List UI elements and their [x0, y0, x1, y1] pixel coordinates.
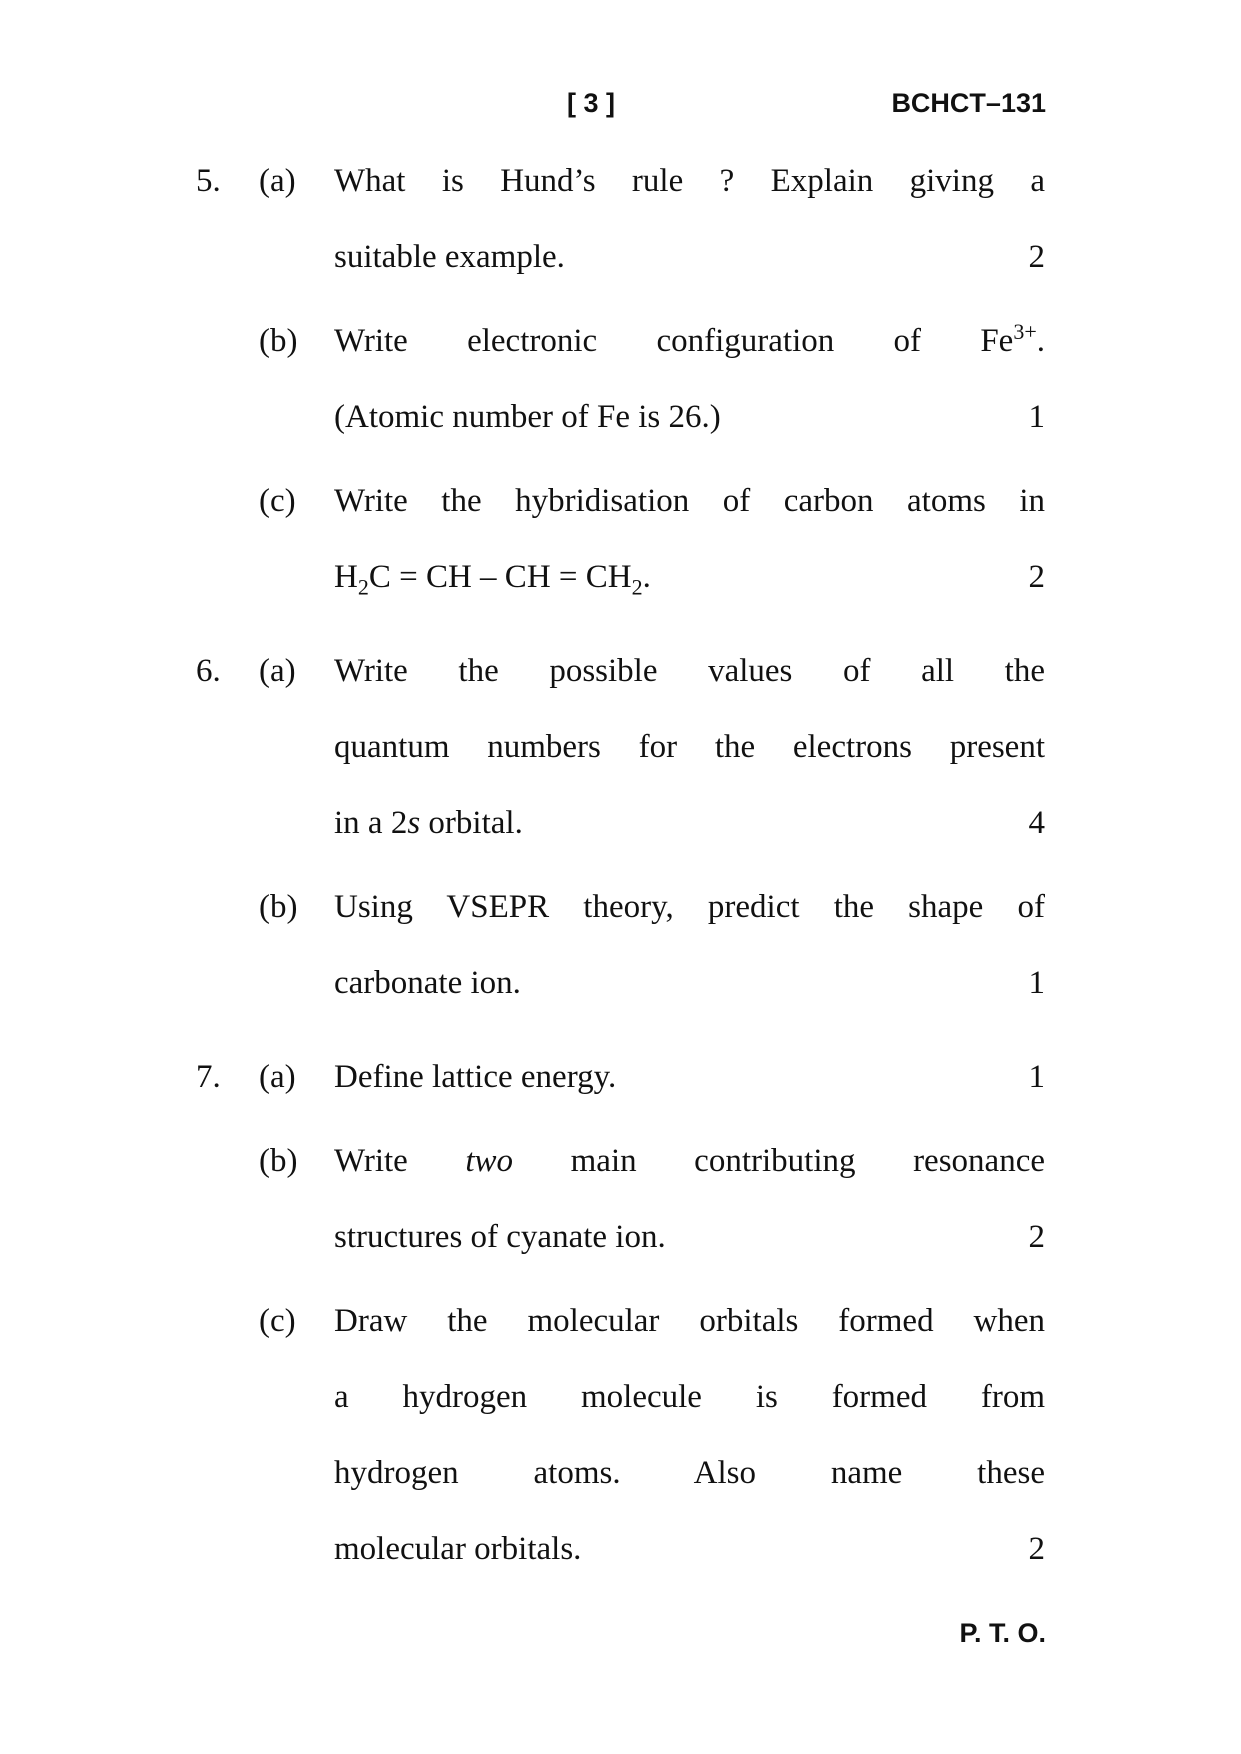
q5b-line-1: Write electronic configuration of $Fe^{3+}$. [334, 319, 1045, 359]
q5a-line-2: suitable example. [334, 239, 565, 275]
q7b-marks: 2 [1028, 1219, 1045, 1255]
q7b-label: (b) [259, 1143, 298, 1179]
q6b-label: (b) [259, 889, 298, 925]
q7c-line-3: hydrogen atoms. Also name these [334, 1455, 1045, 1491]
question-6-number: 6. [196, 653, 221, 689]
q6a-line-3: in a 2s orbital. [334, 805, 523, 841]
q6a-line-2: quantum numbers for the electrons present [334, 729, 1045, 765]
q5b-label: (b) [259, 323, 298, 359]
q7b-line-1: Write two main contributing resonance [334, 1143, 1045, 1179]
question-5-number: 5. [196, 163, 221, 199]
q5b-superscript: 3+ [1013, 319, 1037, 344]
q5b-line-2: (Atomic number of Fe is 26.) [334, 399, 721, 435]
page-number: [ 3 ] [567, 88, 616, 118]
q5c-formula: $H_2C$ = CH – CH = $CH_2$. [334, 559, 651, 600]
q6b-line-2: carbonate ion. [334, 965, 521, 1001]
q6a-marks: 4 [1028, 805, 1045, 841]
q6b-line-1: Using VSEPR theory, predict the shape of [334, 889, 1045, 925]
q6b-marks: 1 [1028, 965, 1045, 1001]
q7c-label: (c) [259, 1303, 296, 1339]
q5c-label: (c) [259, 483, 296, 519]
q7c-line-4: molecular orbitals. [334, 1531, 582, 1567]
q7b-line-2: structures of cyanate ion. [334, 1219, 666, 1255]
q7c-line-1: Draw the molecular orbitals formed when [334, 1303, 1045, 1339]
q7a-line-1: Define lattice energy. [334, 1059, 617, 1095]
q5c-marks: 2 [1028, 559, 1045, 595]
q5a-marks: 2 [1028, 239, 1045, 275]
q5a-line-1: What is Hund’s rule ? Explain giving a [334, 163, 1045, 199]
question-7-number: 7. [196, 1059, 221, 1095]
q7a-label: (a) [259, 1059, 296, 1095]
q5c-line-1: Write the hybridisation of carbon atoms in [334, 483, 1045, 519]
q5a-label: (a) [259, 163, 296, 199]
q7c-line-2: a hydrogen molecule is formed from [334, 1379, 1045, 1415]
paper-code: BCHCT–131 [891, 88, 1046, 118]
q7a-marks: 1 [1028, 1059, 1045, 1095]
q6a-label: (a) [259, 653, 296, 689]
q6a-line-1: Write the possible values of all the [334, 653, 1045, 689]
q7c-marks: 2 [1028, 1531, 1045, 1567]
q5b-marks: 1 [1028, 399, 1045, 435]
pto-footer: P. T. O. [959, 1618, 1046, 1648]
